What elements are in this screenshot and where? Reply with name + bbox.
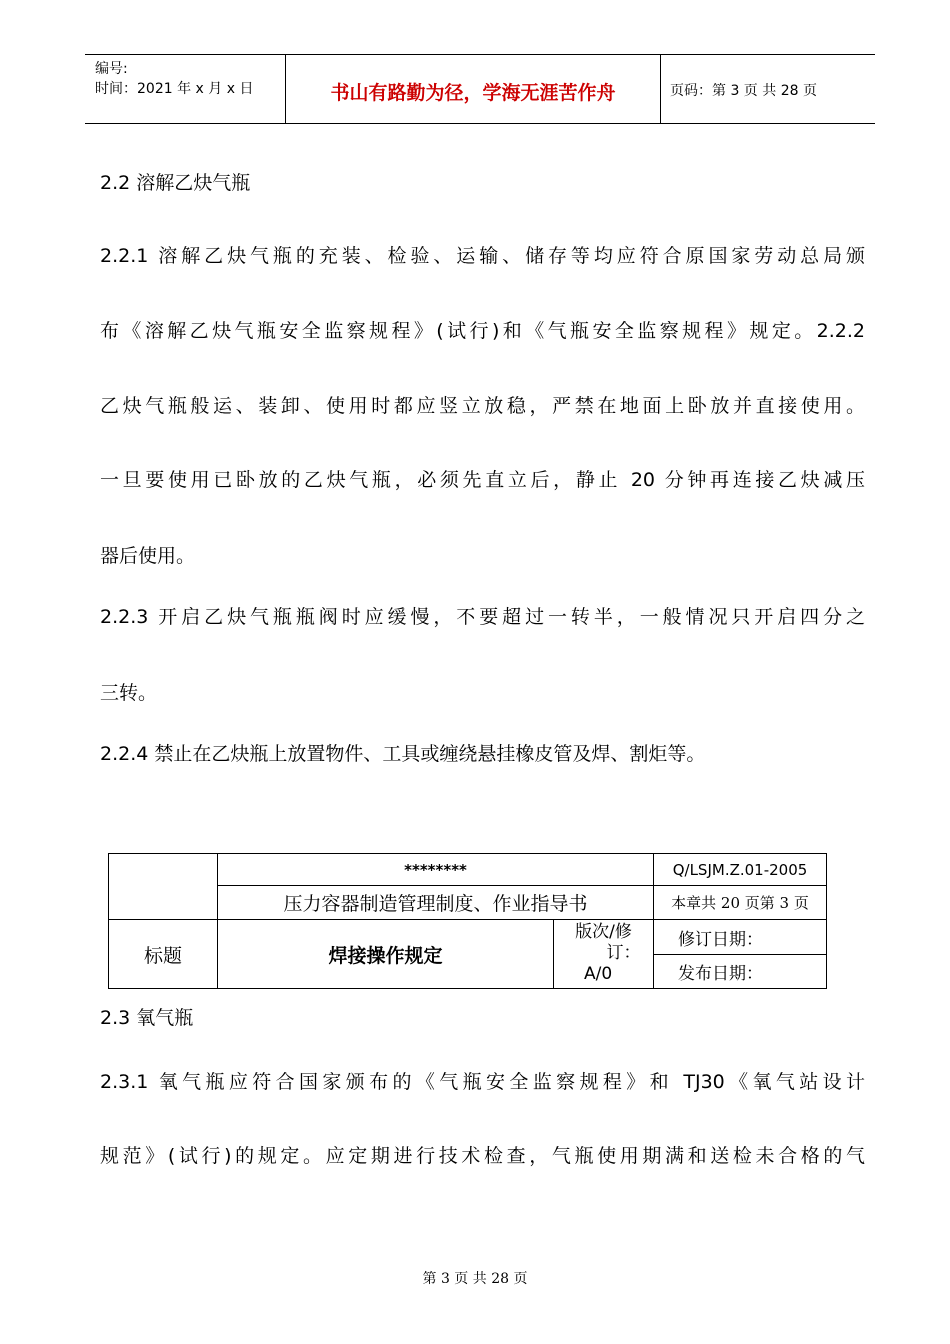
- table-doc-title: 压力容器制造管理制度、作业指导书: [218, 886, 654, 920]
- header-meta-cell: [85, 55, 285, 123]
- table-version-label-2: 订：: [606, 943, 641, 964]
- table-chapter-pages: 本章共 20 页第 3 页: [654, 886, 827, 920]
- document-title-table: [108, 853, 827, 989]
- table-release-date: 发布日期：: [654, 954, 827, 988]
- header-page-cell: [660, 55, 875, 123]
- paragraph-2-2-4: 2.2.4 禁止在乙炔瓶上放置物件、工具或缠绕悬挂橡皮管及焊、割炬等。: [100, 743, 706, 765]
- section-heading-2-3: 2.3 氧气瓶: [100, 1007, 194, 1029]
- paragraph-2-2-2-line-2: 一旦要使用已卧放的乙炔气瓶，必须先直立后，静止 20 分钟再连接乙炔减压: [100, 469, 865, 491]
- table-doc-code: Q/LSJM.Z.01-2005: [654, 854, 827, 886]
- table-revision-date: 修订日期：: [654, 920, 827, 954]
- paragraph-2-3-1-line-1: 2.3.1 氧气瓶应符合国家颁布的《气瓶安全监察规程》和 TJ30《氧气站设计: [100, 1071, 865, 1093]
- section-heading-2-2: 2.2 溶解乙炔气瓶: [100, 172, 251, 194]
- table-title-label: 标题: [109, 920, 218, 989]
- document-time-label: 时间：2021 年 x 月 x 日: [95, 81, 254, 97]
- table-stars: ********: [218, 854, 654, 886]
- paragraph-2-3-1-line-2: 规范》(试行)的规定。应定期进行技术检查，气瓶使用期满和送检未合格的气: [100, 1145, 865, 1167]
- paragraph-2-2-1-line-1: 2.2.1 溶解乙炔气瓶的充装、检验、运输、储存等均应符合原国家劳动总局颁: [100, 245, 865, 267]
- page-header: [85, 54, 875, 124]
- page-footer: 第 3 页 共 28 页: [422, 1271, 528, 1287]
- table-empty-cell: [109, 854, 218, 920]
- header-motto-cell: [285, 55, 661, 123]
- paragraph-2-2-1-line-2: 布《溶解乙炔气瓶安全监察规程》(试行)和《气瓶安全监察规程》规定。2.2.2: [100, 320, 865, 342]
- table-version-value: A/0: [584, 964, 613, 985]
- paragraph-2-2-2-line-1: 乙炔气瓶般运、装卸、使用时都应竖立放稳，严禁在地面上卧放并直接使用。: [100, 395, 865, 417]
- paragraph-2-2-2-line-3: 器后使用。: [100, 545, 196, 567]
- header-motto: 书山有路勤为径，学海无涯苦作舟: [330, 82, 616, 104]
- table-title-value: 焊接操作规定: [218, 920, 554, 989]
- table-version-cell: [554, 920, 654, 989]
- paragraph-2-2-3-line-1: 2.2.3 开启乙炔气瓶瓶阀时应缓慢，不要超过一转半，一般情况只开启四分之: [100, 606, 865, 628]
- table-version-label-1: 版次/修: [575, 922, 632, 943]
- paragraph-2-2-3-line-2: 三转。: [100, 682, 158, 704]
- document-number-label: 编号:: [95, 61, 128, 77]
- header-page-number: 页码：第 3 页 共 28 页: [670, 83, 817, 99]
